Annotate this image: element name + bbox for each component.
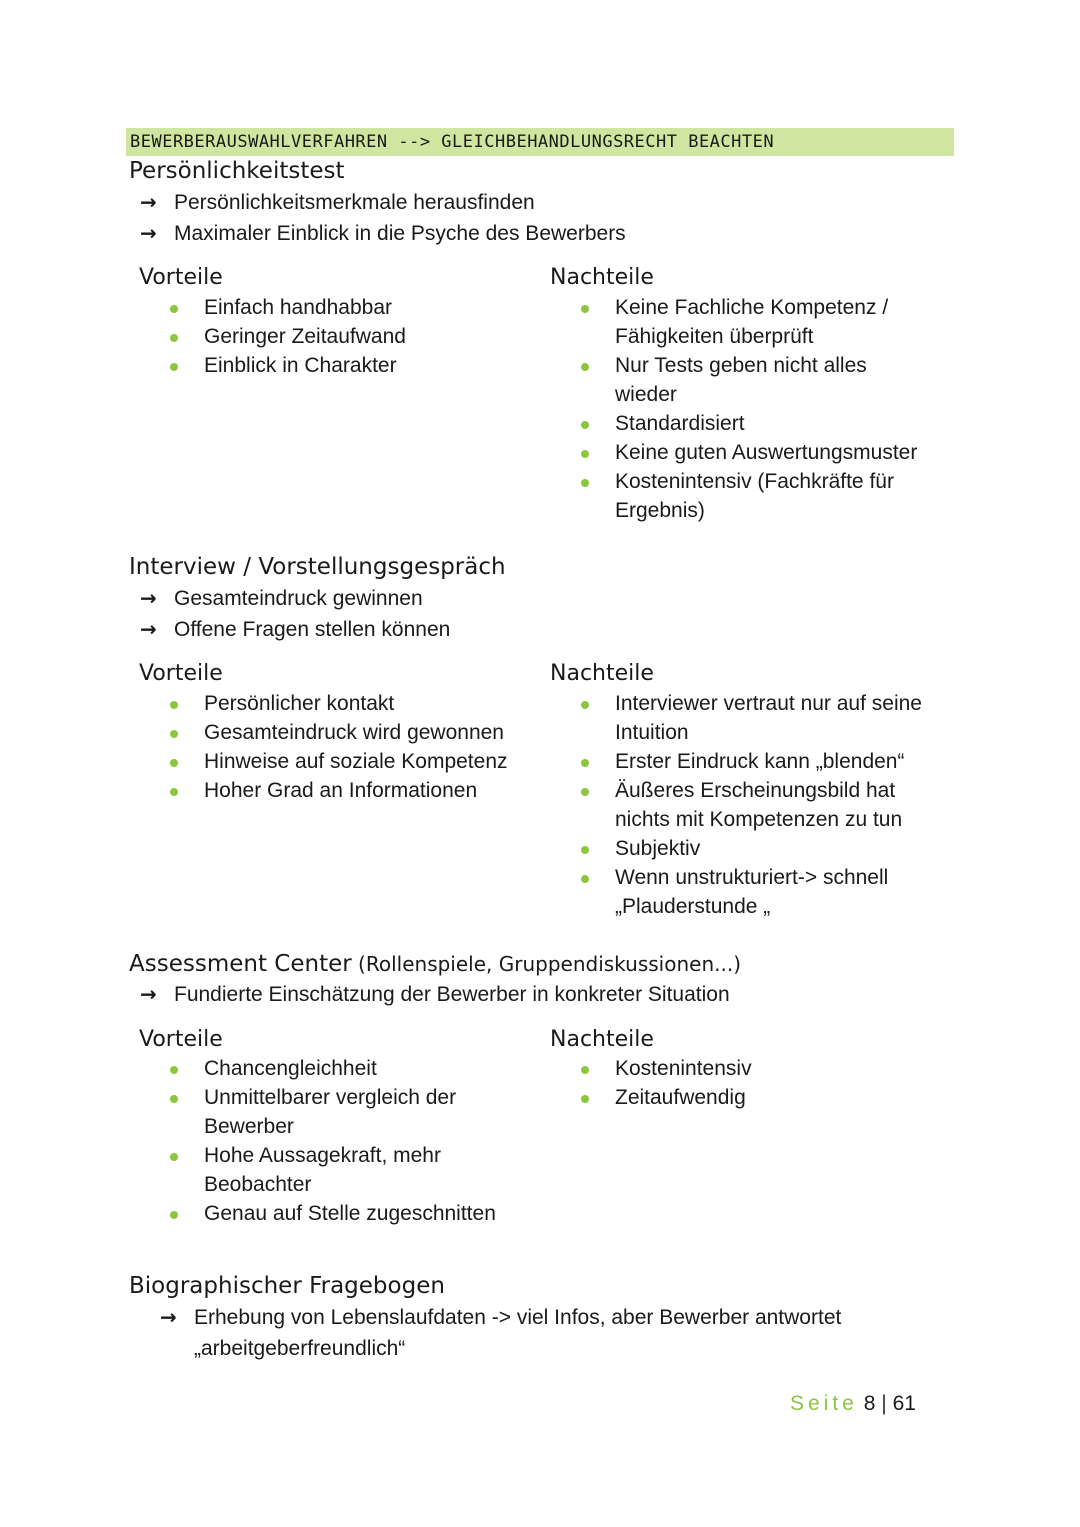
cons-list xyxy=(550,689,945,921)
bullet-icon xyxy=(170,334,178,342)
list-item: Kostenintensiv (Fachkräfte für Ergebnis) xyxy=(550,467,930,525)
pros-list xyxy=(139,1054,519,1228)
bullet-icon xyxy=(581,1095,589,1103)
arrow-point: → Maximaler Einblick in die Psyche des Bewerbers xyxy=(140,218,626,249)
pros-heading: Vorteile xyxy=(139,265,223,290)
bullet-icon xyxy=(581,846,589,854)
list-item: Keine guten Auswertungsmuster xyxy=(550,438,930,467)
arrow-point: → Gesamteindruck gewinnen xyxy=(140,583,423,614)
arrow-icon: → xyxy=(140,586,157,610)
bullet-icon xyxy=(581,450,589,458)
bullet-icon xyxy=(581,1066,589,1074)
bullet-icon xyxy=(170,1095,178,1103)
bullet-icon xyxy=(170,1211,178,1219)
bullet-icon xyxy=(170,363,178,371)
bullet-icon xyxy=(170,730,178,738)
cons-heading: Nachteile xyxy=(550,265,654,290)
bullet-icon xyxy=(581,759,589,767)
list-item: Zeitaufwendig xyxy=(550,1083,930,1112)
list-item: Einblick in Charakter xyxy=(139,351,529,380)
list-item: Standardisiert xyxy=(550,409,930,438)
list-item: Äußeres Erscheinungsbild hat nichts mit Kompetenzen zu tun xyxy=(550,776,945,834)
pros-list xyxy=(139,293,529,380)
arrow-point: → Persönlichkeitsmerkmale herausfinden xyxy=(140,187,535,218)
pros-list xyxy=(139,689,539,805)
list-item: Unmittelbarer vergleich der Bewerber xyxy=(139,1083,519,1141)
arrow-icon: → xyxy=(140,982,157,1006)
arrow-icon: → xyxy=(140,221,157,245)
list-item: Hoher Grad an Informationen xyxy=(139,776,539,805)
arrow-point: → Erhebung von Lebenslaufdaten -> viel Infos, aber Bewerber antwortet „arbeitgeberfreundlich“ xyxy=(160,1302,880,1364)
list-item: Nur Tests geben nicht alles wieder xyxy=(550,351,930,409)
arrow-point: → Offene Fragen stellen können xyxy=(140,614,450,645)
bullet-icon xyxy=(581,363,589,371)
pros-heading: Vorteile xyxy=(139,1027,223,1052)
list-item: Persönlicher kontakt xyxy=(139,689,539,718)
list-item: Geringer Zeitaufwand xyxy=(139,322,529,351)
bullet-icon xyxy=(581,479,589,487)
page-number: Seite 8 | 61 xyxy=(790,1392,916,1415)
bullet-icon xyxy=(170,305,178,313)
pros-heading: Vorteile xyxy=(139,661,223,686)
section-title-personality-test: Persönlichkeitstest xyxy=(129,158,345,184)
bullet-icon xyxy=(170,1153,178,1161)
section-title-biographical-questionnaire: Biographischer Fragebogen xyxy=(129,1273,445,1299)
section-title-assessment-center: Assessment Center (Rollenspiele, Gruppendiskussionen...) xyxy=(129,951,741,977)
arrow-point: → Fundierte Einschätzung der Bewerber in konkreter Situation xyxy=(140,979,730,1010)
bullet-icon xyxy=(581,788,589,796)
arrow-icon: → xyxy=(140,190,157,214)
list-item: Einfach handhabbar xyxy=(139,293,529,322)
cons-list xyxy=(550,293,930,525)
list-item: Chancengleichheit xyxy=(139,1054,519,1083)
cons-list xyxy=(550,1054,930,1112)
arrow-icon: → xyxy=(140,617,157,641)
list-item: Keine Fachliche Kompetenz / Fähigkeiten überprüft xyxy=(550,293,930,351)
cons-heading: Nachteile xyxy=(550,661,654,686)
section-title-interview: Interview / Vorstellungsgespräch xyxy=(129,554,506,580)
list-item: Interviewer vertraut nur auf seine Intuition xyxy=(550,689,945,747)
list-item: Kostenintensiv xyxy=(550,1054,930,1083)
list-item: Erster Eindruck kann „blenden“ xyxy=(550,747,945,776)
arrow-icon: → xyxy=(160,1305,177,1329)
section-banner: BEWERBERAUSWAHLVERFAHREN --> GLEICHBEHANDLUNGSRECHT BEACHTEN xyxy=(126,128,954,156)
cons-heading: Nachteile xyxy=(550,1027,654,1052)
list-item: Subjektiv xyxy=(550,834,945,863)
bullet-icon xyxy=(581,875,589,883)
list-item: Gesamteindruck wird gewonnen xyxy=(139,718,539,747)
bullet-icon xyxy=(581,305,589,313)
bullet-icon xyxy=(581,701,589,709)
bullet-icon xyxy=(170,1066,178,1074)
list-item: Genau auf Stelle zugeschnitten xyxy=(139,1199,519,1228)
list-item: Wenn unstrukturiert-> schnell „Plauderstunde „ xyxy=(550,863,945,921)
bullet-icon xyxy=(170,788,178,796)
list-item: Hohe Aussagekraft, mehr Beobachter xyxy=(139,1141,519,1199)
bullet-icon xyxy=(581,421,589,429)
bullet-icon xyxy=(170,701,178,709)
bullet-icon xyxy=(170,759,178,767)
list-item: Hinweise auf soziale Kompetenz xyxy=(139,747,539,776)
